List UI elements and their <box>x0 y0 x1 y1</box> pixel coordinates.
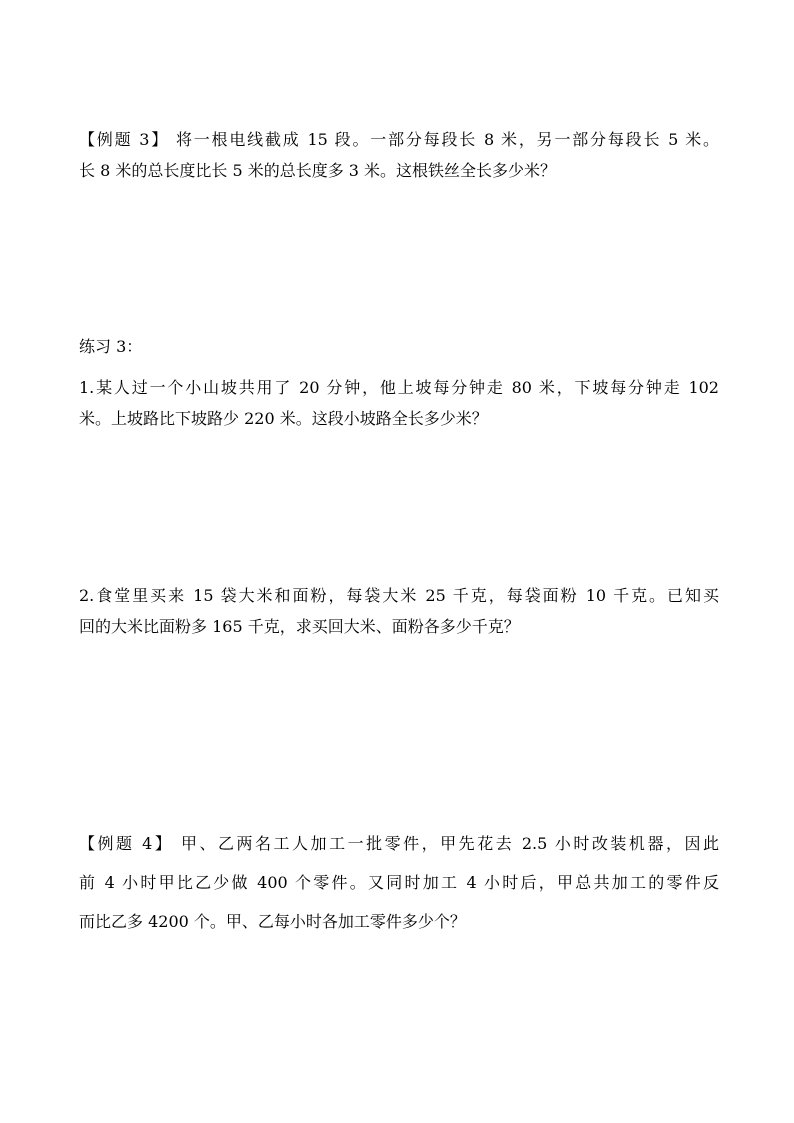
example-3 <box>79 124 719 186</box>
practice-question-2-line-2: 回的大米比面粉多 165 千克，求买回大米、面粉各多少千克？ <box>79 617 520 636</box>
example-4 <box>79 828 719 937</box>
example-4-line-3: 而比乙多 4200 个。甲、乙每小时各加工零件多少个？ <box>79 912 466 931</box>
practice-question-2 <box>79 580 719 642</box>
example-3-line-1: 【例题 3】 将一根电线截成 15 段。一部分每段长 8 米，另一部分每段长 5 米。 <box>79 130 719 149</box>
practice-question-1-line-2: 米。上坡路比下坡路少 220 米。这段小坡路全长多少米？ <box>79 409 488 428</box>
practice-3-heading <box>79 331 719 362</box>
practice-question-2-line-1: 2.食堂里买来 15 袋大米和面粉，每袋大米 25 千克，每袋面粉 10 千克。已知买 <box>79 586 719 605</box>
example-3-line-2: 长 8 米的总长度比长 5 米的总长度多 3 米。这根铁丝全长多少米？ <box>79 161 557 180</box>
practice-question-1 <box>79 372 719 434</box>
practice-question-1-line-1: 1.某人过一个小山坡共用了 20 分钟，他上坡每分钟走 80 米，下坡每分钟走 102 <box>79 378 719 397</box>
example-4-line-1: 【例题 4】 甲、乙两名工人加工一批零件，甲先花去 2.5 小时改装机器，因此 <box>79 834 719 853</box>
practice-3-heading-text: 练习 3： <box>79 337 143 356</box>
example-4-line-2: 前 4 小时甲比乙少做 400 个零件。又同时加工 4 小时后，甲总共加工的零件反 <box>79 873 719 892</box>
